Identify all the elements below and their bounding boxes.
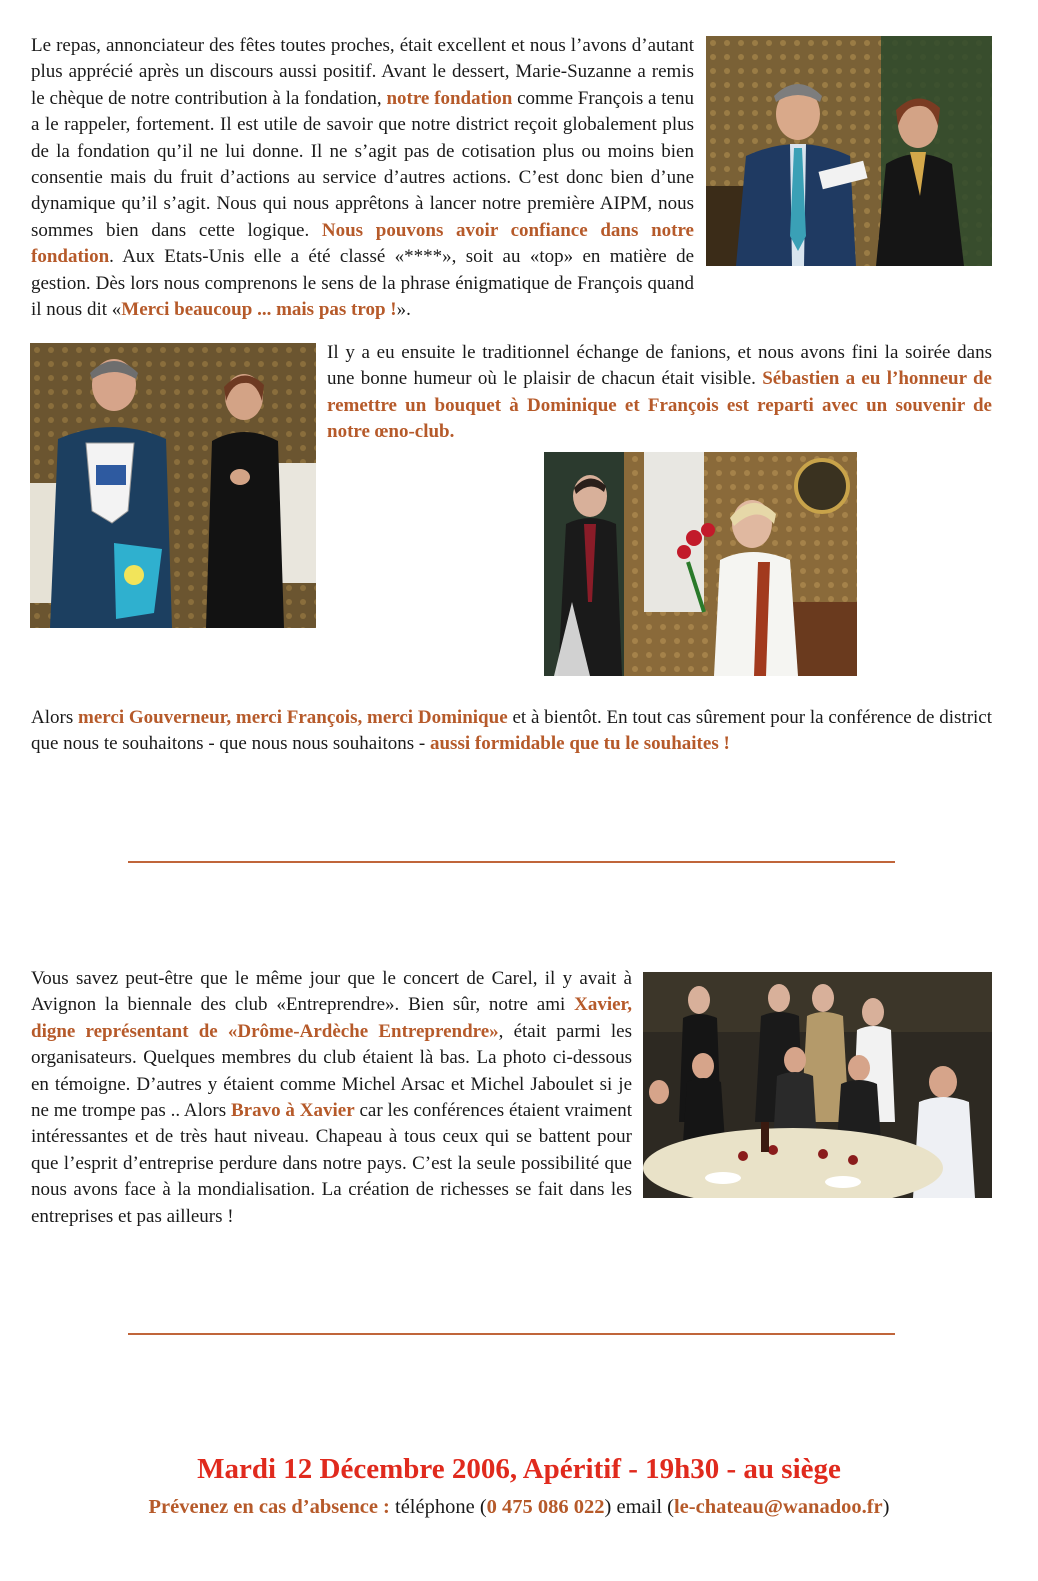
highlight-notre-fondation: notre fondation <box>386 87 513 109</box>
photo-entreprendre-table <box>643 972 992 1198</box>
highlight-formidable: aussi formidable que tu le souhaites ! <box>429 733 730 755</box>
photo-governor-speech <box>706 36 992 266</box>
phone-number[interactable]: 0 475 086 022 <box>486 1496 605 1518</box>
meeting-title: Mardi 12 Décembre 2006, Apéritif - 19h30 - au siège <box>197 1453 841 1485</box>
section-divider-1 <box>128 861 895 863</box>
absence-notice: Prévenez en cas d’absence : <box>148 1496 390 1518</box>
highlight-bravo-xavier: Bravo à Xavier <box>230 1100 355 1122</box>
intro-paragraph: Le repas, annonciateur des fêtes toutes proches, était excellent et nous l’avons d’autant plus apprécié après un discours aussi positif. Avant le dessert, Marie-Suzanne a remis le chèque de notre contribution à la fondation, notre fondation comme François a tenu a le rappeler, fortement. Il est utile de savoir que notre district reçoit globalement plus de la fondation qu’il ne lui donne. Il ne s’agit pas de cotisation plus ou moins bien consentie mais du fruit d’actions au service d’autres actions. C’est donc bien d’une dynamique qu’il s’agit. Nous qui nous apprêtons à lancer notre première AIPM, nous sommes bien dans cette logique. Nous pouvons avoir confiance dans notre fondation. Aux Etats-Unis elle a été classé «****», soit au «top» en matière de gestion. Dès lors nous comprenons le sens de la phrase énigmatique de François quand il nous dit «Merci beaucoup ... mais pas trop !». <box>31 35 694 321</box>
highlight-merci-gouverneur: merci Gouverneur, merci François, merci Dominique <box>78 707 508 728</box>
highlight-confiance: Nous pouvons avoir confiance dans notre fondation <box>31 219 694 268</box>
highlight-merci-beaucoup: Merci beaucoup ... mais pas trop ! <box>121 299 397 321</box>
entreprendre-paragraph: Vous savez peut-être que le même jour que le concert de Carel, il y avait à Avignon la biennale des club «Entreprendre». Bien sûr, notre ami Xavier, digne représentant de «Drôme-Ardèche Entreprendre», était parmi les organisateurs. Quelques membres du club étaient là bas. La photo ci-dessous en témoigne. D’autres y étaient comme Michel Arsac et Michel Jaboulet si je ne me trompe pas .. Alors Bravo à Xavier car les conférences étaient vraiment intéressantes et de très haut niveau. Chapeau à tous ceux qui se battent pour que l’esprit d’entreprise perdure dans notre pays. C’est la seule possibilité que nous avons face à la mondialisation. La création de richesses se fait dans les entreprises et pas ailleurs ! <box>31 968 632 1227</box>
photo-bouquet <box>544 452 857 676</box>
highlight-bouquet: Sébastien a eu l’honneur de remettre un bouquet à Dominique et François est reparti avec un souvenir de notre œno-club. <box>327 368 992 443</box>
contact-line: Prévenez en cas d’absence : téléphone (0 475 086 022) email (le-chateau@wanadoo.fr) <box>148 1496 890 1518</box>
section-divider-2 <box>128 1333 895 1335</box>
photo-banner-exchange <box>30 343 316 628</box>
email-link[interactable]: le-chateau@wanadoo.fr <box>673 1496 883 1518</box>
highlight-xavier: Xavier, digne représentant de «Drôme-Ardèche Entreprendre» <box>31 994 632 1042</box>
thanks-paragraph: Alors merci Gouverneur, merci François, merci Dominique et à bientôt. En tout cas sûrement pour la conférence de district que nous te souhaitons - que nous nous souhaitons - aussi formidable que tu le souhaites ! <box>31 707 993 755</box>
banner-exchange-paragraph: Il y a eu ensuite le traditionnel échange de fanions, et nous avons fini la soirée dans une bonne humeur où le plaisir de chacun était visible. Sébastien a eu l’honneur de remettre un bouquet à Dominique et François est reparti avec un souvenir de notre œno-club. <box>327 342 992 443</box>
